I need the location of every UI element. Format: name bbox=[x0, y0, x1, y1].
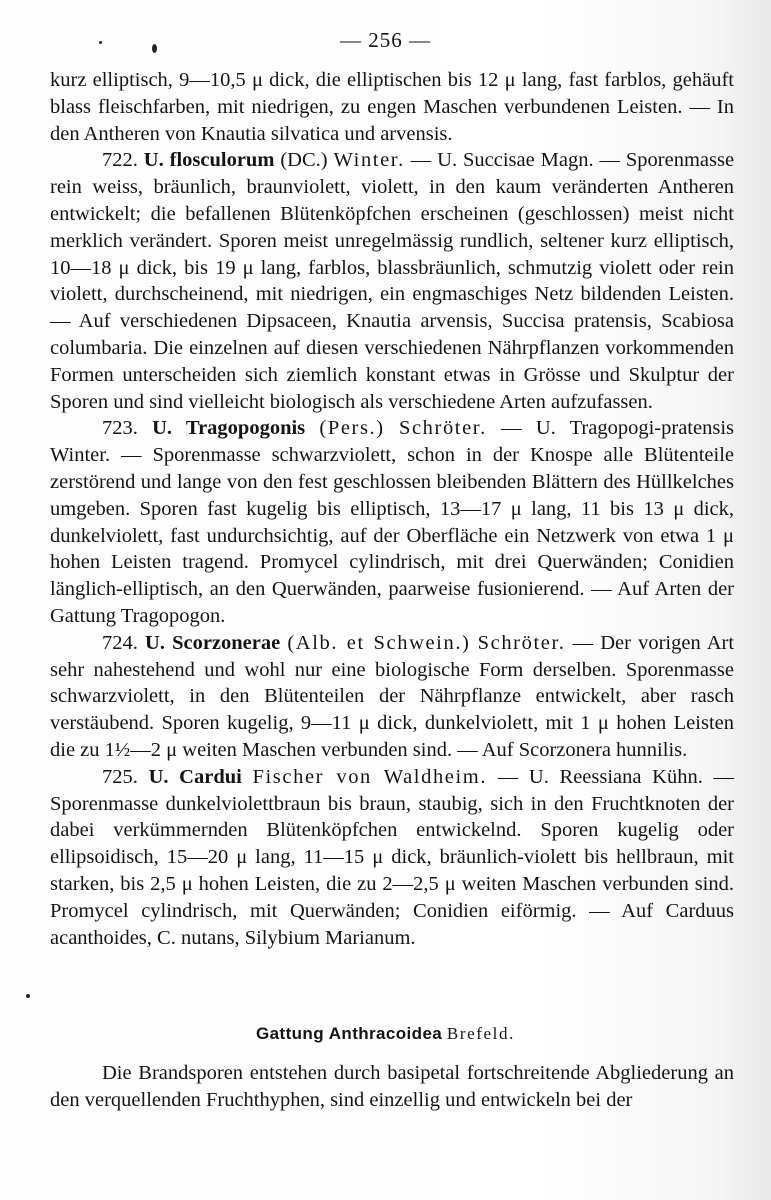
species-entry-722 bbox=[50, 147, 734, 415]
species-name: U. Scorzonerae bbox=[145, 631, 281, 654]
body-text bbox=[50, 67, 734, 951]
author-name: Schröter. bbox=[477, 631, 566, 654]
species-name: U. Tragopogonis bbox=[152, 417, 306, 440]
author-abbreviation: (DC.) bbox=[280, 149, 328, 172]
author-name: Schröter. bbox=[398, 417, 487, 440]
entry-number: 722. bbox=[102, 149, 138, 172]
entry-text: — Der vorigen Art sehr nahestehend und wohl nur eine biologische Form derselben. Sporenmasse schwarzviolett, in den Blütenteilen der Nährpflanze entwickelt, aber rasch verstäubend. Sporen kugelig, 9—11 μ dick, dunkelviolett, mit 1 μ hohen Leisten die zu 1½—2 μ weiten Maschen verbunden sind. — Auf Scorzonera hunnilis. bbox=[50, 631, 735, 761]
section-label: Gattung bbox=[256, 1024, 324, 1043]
ink-blot bbox=[26, 994, 30, 998]
species-entry-724 bbox=[50, 630, 734, 764]
paragraph-continuation: kurz elliptisch, 9—10,5 μ dick, die elliptischen bis 12 μ lang, fast farblos, gehäuft blass fleischfarben, mit niedrigen, zu engen Maschen verbundenen Leisten. — In den Antheren von Knautia silvatica und arvensis. bbox=[50, 69, 734, 145]
author-abbreviation: (Alb. et Schwein.) bbox=[287, 631, 471, 654]
entry-number: 724. bbox=[102, 631, 138, 654]
author-abbreviation: (Pers.) bbox=[319, 417, 385, 440]
author-name: Winter. bbox=[333, 149, 405, 172]
species-entry-723 bbox=[50, 415, 734, 629]
entry-text: — U. Tragopogi-pratensis Winter. — Sporenmasse schwarzviolett, schon in der Knospe alle Blütenteile zerstörend und lange von den fest geschlossen bleibenden Blättern des Hüllkelches umgeben. Sporen fast kugelig bis elliptisch, 13—17 μ lang, 11 bis 13 μ dick, dunkelviolett, fast undurchsichtig, auf der Oberfläche ein Netzwerk von etwa 1 μ hohen Leisten tragend. Promycel cylindrisch, mit drei Querwänden; Conidien länglich-elliptisch, an den Querwänden, paarweise fusionierend. — Auf Arten der Gattung Tragopogon. bbox=[50, 417, 734, 627]
entry-number: 723. bbox=[102, 417, 138, 440]
species-entry-725 bbox=[50, 764, 734, 952]
entry-number: 725. bbox=[102, 765, 138, 788]
section-heading bbox=[0, 1024, 771, 1044]
page-number: — 256 — bbox=[340, 28, 431, 52]
entry-text: — U. Reessiana Kühn. — Sporenmasse dunkelviolettbraun bis braun, staubig, sich in den Fruchtknoten der dabei verkümmernden Blütenköpfchen entwickelnd. Sporen kugelig oder ellipsoidisch, 15—20 μ lang, 11—15 μ dick, bräunlich-violett bis hellbraun, mit starken, bis 2,5 μ hohen Leisten, die zu 2—2,5 μ weiten Maschen verbunden sind. Promycel cylindrisch, mit Querwänden; Conidien eiförmig. — Auf Carduus acanthoides, C. nutans, Silybium Marianum. bbox=[50, 765, 735, 949]
species-name: U. Cardui bbox=[148, 765, 242, 788]
species-name: U. flosculorum bbox=[143, 149, 275, 172]
genus-author: Brefeld. bbox=[446, 1024, 515, 1043]
genus-name: Anthracoidea bbox=[328, 1024, 443, 1043]
author-name: Fischer von Waldheim. bbox=[252, 765, 488, 788]
section-intro bbox=[50, 1060, 734, 1114]
section-intro-paragraph: Die Brandsporen entstehen durch basipetal fortschreitende Abgliederung an den verquellenden Fruchthyphen, sind einzellig und entwickeln bei der bbox=[50, 1062, 734, 1111]
entry-text: — U. Succisae Magn. — Sporenmasse rein weiss, bräunlich, braunviolett, violett, in den kaum veränderten Antheren entwickelt; die befallenen Blütenköpfchen erscheinen (geschlossen) meist nicht merklich verändert. Sporen meist unregelmässig rundlich, seltener kurz elliptisch, 10—18 μ dick, bis 19 μ lang, farblos, blassbräunlich, schmutzig violett oder rein violett, durchscheinend, mit niedrigen, ein engmaschiges Netz bildenden Leisten. — Auf verschiedenen Dipsaceen, Knautia arvensis, Succisa pratensis, Scabiosa columbaria. Die einzelnen auf diesen verschiedenen Nährpflanzen vorkommenden Formen unterscheiden sich ziemlich konstant etwas in Grösse und Skulptur der Sporen und sind vielleicht biologisch als verschiedene Arten aufzufassen. bbox=[50, 149, 735, 413]
